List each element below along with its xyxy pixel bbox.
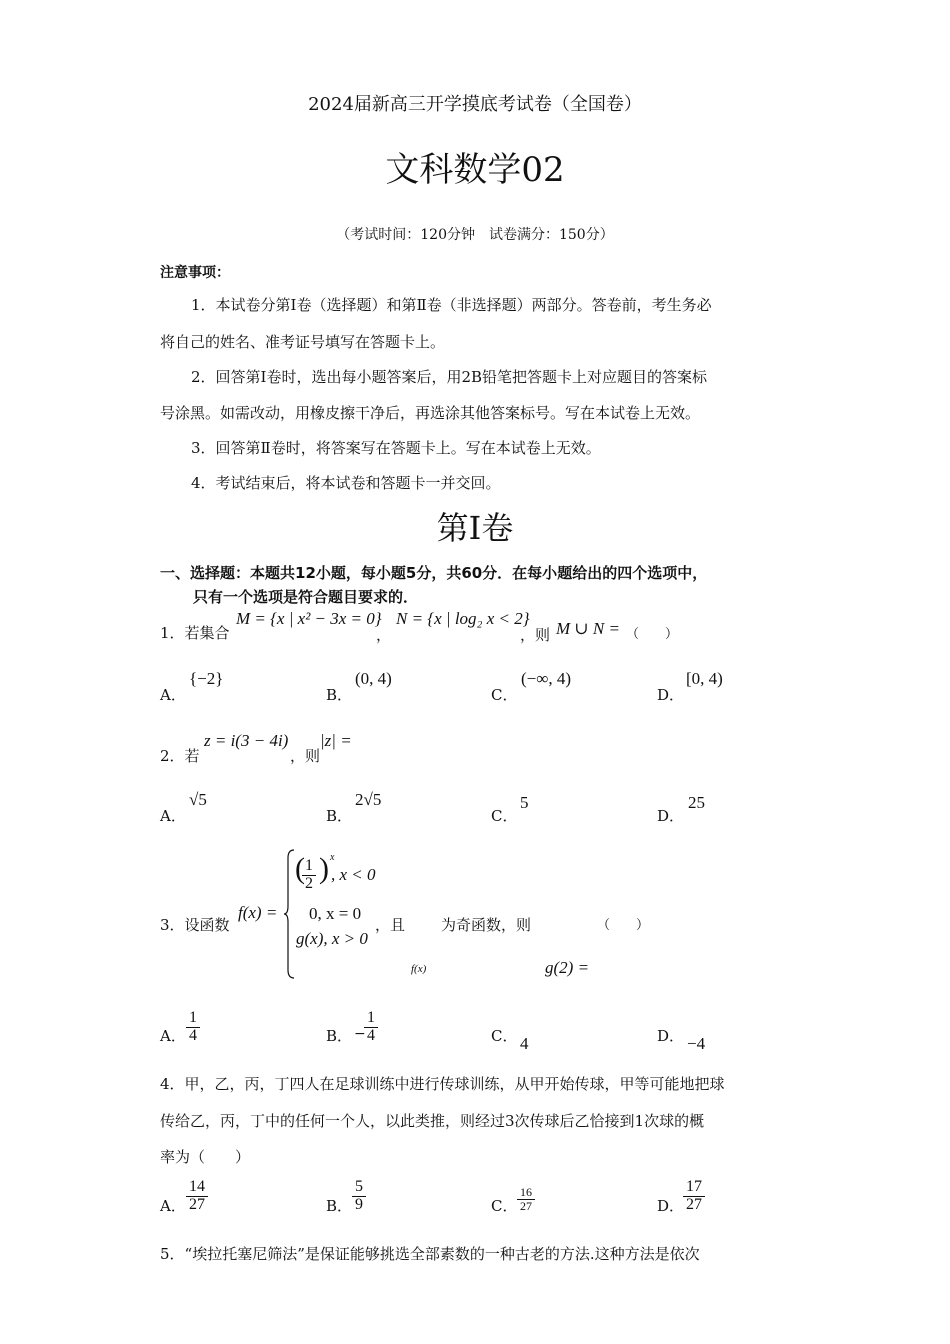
q3-prefix: 3．设函数: [160, 916, 230, 934]
note-1-line-1: 1．本试卷分第Ⅰ卷（选择题）和第Ⅱ卷（非选择题）两部分。答卷前，考生务必: [191, 296, 712, 314]
exam-title: 文科数学02: [385, 150, 565, 190]
q3-option-a-den: 4: [189, 1026, 197, 1044]
q3-fx-small: f(x): [411, 963, 427, 975]
q1-option-b-value: (0, 4): [355, 669, 392, 688]
q3-option-b-sign: −: [354, 1026, 366, 1042]
q3-option-a-letter: A．: [160, 1027, 186, 1045]
q4-option-c-den: 27: [520, 1198, 532, 1213]
q2-mid: ，则: [290, 747, 321, 765]
section-title: 第Ⅰ卷: [436, 509, 514, 547]
q1-option-b-letter: B．: [326, 686, 353, 704]
note-4: 4．考试结束后，将本试卷和答题卡一并交回。: [191, 474, 501, 492]
exam-info: （考试时间：120分钟 试卷满分：150分）: [336, 227, 614, 243]
q4-option-d-letter: D．: [657, 1197, 685, 1215]
q1-option-c-letter: C．: [491, 686, 518, 704]
q3-option-d-value: −4: [687, 1034, 706, 1053]
q3-case1-exp: x: [330, 852, 335, 863]
q3-case1-cond: , x < 0: [331, 865, 376, 884]
q2-option-d-value: 25: [688, 793, 705, 812]
note-3: 3．回答第Ⅱ卷时，将答案写在答题卡上。写在本试卷上无效。: [191, 439, 601, 457]
q3-option-a-frac: [186, 1010, 200, 1045]
note-2-line-1: 2．回答第Ⅰ卷时，选出每小题答案后，用2B铅笔把答题卡上对应题目的答案标: [191, 368, 708, 386]
q4-line-1: 4．甲，乙，丙，丁四人在足球训练中进行传球训练，从甲开始传球，甲等可能地把球: [160, 1075, 725, 1093]
q3-fx: f(x) =: [238, 903, 278, 922]
q4-option-b-letter: B．: [326, 1197, 353, 1215]
q4-option-d-den: 27: [686, 1195, 702, 1213]
q3-case1-frac-den: 2: [305, 874, 313, 892]
q4-option-a-den: 27: [189, 1195, 205, 1213]
q4-option-c-frac: [517, 1186, 535, 1212]
q4-option-c-letter: C．: [491, 1197, 518, 1215]
exam-subtitle: 2024届新高三开学摸底考试卷（全国卷）: [308, 94, 642, 115]
q4-option-d-num: 17: [683, 1179, 705, 1197]
q3-g2: g(2) =: [545, 958, 590, 977]
q2-option-b-value: 2√5: [355, 790, 382, 809]
q3-text-odd: 为奇函数，则: [441, 916, 532, 934]
q3-case1-frac: [302, 858, 316, 893]
q2-option-b-letter: B．: [326, 807, 353, 825]
q1-option-c-value: (−∞, 4): [521, 669, 572, 688]
q3-paren-right: ): [319, 852, 329, 885]
q5-line-1: 5．“埃拉托塞尼筛法”是保证能够挑选全部素数的一种古老的方法.这种方法是依次: [160, 1245, 700, 1263]
q4-option-b-num: 5: [352, 1179, 366, 1197]
q3-case1-frac-num: 1: [302, 858, 316, 876]
q4-line-2: 传给乙，丙，丁中的任何一个人，以此类推，则经过3次传球后乙恰接到1次球的概: [160, 1112, 705, 1130]
q1-option-a-letter: A．: [160, 686, 186, 704]
q4-option-d-frac: [683, 1179, 705, 1214]
q3-option-c-value: 4: [520, 1034, 529, 1053]
q3-option-b-frac: [364, 1010, 378, 1045]
q3-case3: g(x), x > 0: [296, 929, 368, 948]
q1-answer-paren: （ ）: [626, 627, 679, 642]
q2-option-c-letter: C．: [491, 807, 518, 825]
q2-abs: |z| =: [320, 731, 352, 750]
q2-prefix: 2．若: [160, 747, 200, 765]
q1-comma: ，: [376, 626, 392, 644]
q2-option-a-letter: A．: [160, 807, 186, 825]
q3-option-d-letter: D．: [657, 1027, 685, 1045]
q3-option-b-den: 4: [367, 1026, 375, 1044]
q4-option-a-num: 14: [186, 1179, 208, 1197]
q2-option-d-letter: D．: [657, 807, 685, 825]
q4-option-c-num: 16: [517, 1186, 535, 1200]
q4-option-a-frac: [186, 1179, 208, 1214]
q3-case2: 0, x = 0: [309, 904, 362, 923]
q1-option-d-value: [0, 4): [686, 669, 723, 688]
notes-heading: 注意事项：: [160, 265, 230, 281]
section-intro-line-2: 只有一个选项是符合题目要求的．: [193, 588, 419, 606]
q3-option-c-letter: C．: [491, 1027, 518, 1045]
q4-line-3: 率为（ ）: [160, 1148, 251, 1166]
q3-option-b-letter: B．: [326, 1027, 353, 1045]
note-1-line-2: 将自己的姓名、准考证号填写在答题卡上。: [160, 333, 446, 351]
q1-set-n: N = {x | log₂ x < 2}: [396, 609, 530, 628]
section-intro-line-1: 一、选择题：本题共12小题，每小题5分，共60分．在每小题给出的四个选项中，: [160, 564, 708, 582]
q1-set-m: M = {x | x² − 3x = 0}: [236, 609, 382, 628]
q3-paren-left: (: [295, 852, 305, 885]
q4-option-a-letter: A．: [160, 1197, 186, 1215]
note-2-line-2: 号涂黑。如需改动，用橡皮擦干净后，再选涂其他答案标号。写在本试卷上无效。: [160, 404, 701, 422]
q3-text-and: ，且: [375, 916, 406, 934]
q3-option-a-num: 1: [186, 1010, 200, 1028]
q2-option-a-value: √5: [189, 790, 207, 809]
q4-option-b-den: 9: [355, 1195, 363, 1213]
q1-suffix: ，则: [520, 626, 551, 644]
q1-option-d-letter: D．: [657, 686, 685, 704]
q1-union-expr: M ∪ N =: [556, 619, 620, 638]
q3-option-b-num: 1: [364, 1010, 378, 1028]
q1-prefix: 1．若集合: [160, 624, 230, 642]
q2-expr: z = i(3 − 4i): [204, 731, 289, 750]
q2-option-c-value: 5: [520, 793, 529, 812]
q3-answer-paren: （ ）: [597, 918, 650, 933]
q4-option-b-frac: [352, 1179, 366, 1214]
q1-option-a-value: {−2}: [189, 669, 224, 688]
